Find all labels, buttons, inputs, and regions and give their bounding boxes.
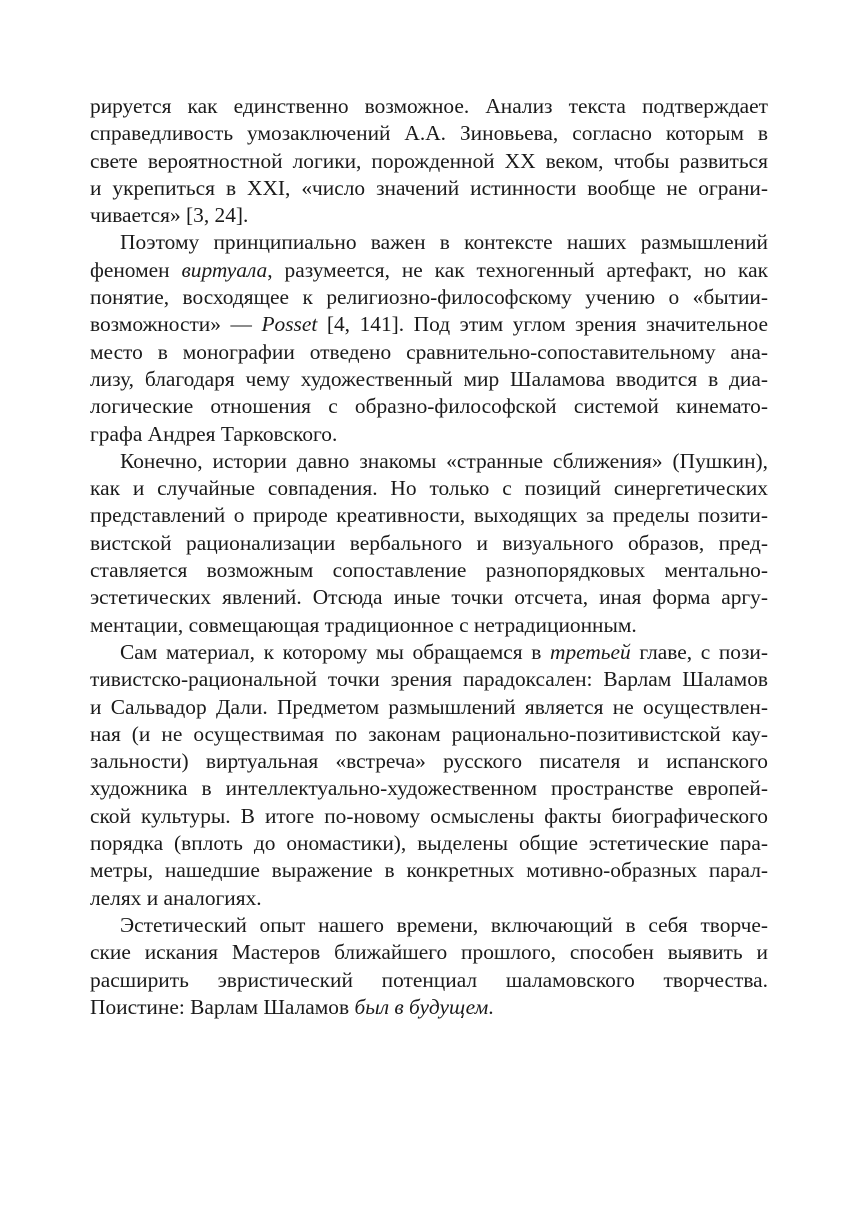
text-line xyxy=(90,939,768,966)
text-line xyxy=(90,393,768,420)
text-run: эстетических явлений. Отсюда иные точки отсчета, иная форма аргу- xyxy=(90,585,768,610)
text-line xyxy=(90,475,768,502)
paragraph-p2 xyxy=(90,229,768,447)
text-line xyxy=(90,748,768,775)
text-run: ментации, совмещающая традиционное с нетрадиционным. xyxy=(90,612,637,637)
text-run: ские искания Мастеров ближайшего прошлого, способен выявить и xyxy=(90,940,768,965)
text-run: и укрепиться в XXI, «число значений истинности вообще не ограни- xyxy=(90,175,768,200)
text-line xyxy=(90,148,768,175)
paragraph-p4 xyxy=(90,639,768,912)
text-run: главе, с пози- xyxy=(630,639,768,664)
text-run: графа Андрея Тарковского. xyxy=(90,421,338,446)
text-run: место в монографии отведено сравнительно-сопоставительному ана- xyxy=(90,339,768,364)
text-line xyxy=(90,366,768,393)
text-line xyxy=(90,557,768,584)
text-run: [4, 141]. Под этим углом зрения значительное xyxy=(317,312,768,337)
text-line xyxy=(90,803,768,830)
text-run: ная (и не осуществимая по законам рационально-позитивистской кау- xyxy=(90,721,768,746)
text-run: Сам материал, к которому мы обращаемся в xyxy=(120,639,550,664)
text-line xyxy=(90,912,768,939)
text-run: справедливость умозаключений А.А. Зиновьева, согласно которым в xyxy=(90,121,768,146)
text-run: чивается» [3, 24]. xyxy=(90,203,249,228)
text-line xyxy=(90,284,768,311)
text-line xyxy=(90,502,768,529)
text-line xyxy=(90,93,768,120)
text-run: лелях и аналогиях. xyxy=(90,885,262,910)
text-run: рируется как единственно возможное. Анализ текста подтверждает xyxy=(90,94,768,118)
text-run: лизу, благодаря чему художественный мир Шаламова вводится в диа- xyxy=(90,366,768,391)
text-line xyxy=(90,202,768,229)
italic-text: виртуала xyxy=(181,257,268,282)
text-line xyxy=(90,694,768,721)
text-run: порядка (вплоть до ономастики), выделены общие эстетические пара- xyxy=(90,831,768,856)
text-line xyxy=(90,339,768,366)
text-line xyxy=(90,311,768,338)
text-line xyxy=(90,530,768,557)
text-run: метры, нашедшие выражение в конкретных мотивно-образных парал- xyxy=(90,858,768,883)
text-line xyxy=(90,448,768,475)
text-line xyxy=(90,257,768,284)
text-run: вистской рационализации вербального и визуального образов, пред- xyxy=(90,530,768,555)
text-run: зальности) виртуальная «встреча» русского писателя и испанского xyxy=(90,749,768,774)
text-line xyxy=(90,639,768,666)
paragraph-p1 xyxy=(90,93,768,229)
paragraph-p3 xyxy=(90,448,768,639)
text-run: , разумеется, не как техногенный артефакт, но как xyxy=(267,257,768,282)
text-run: понятие, восходящее к религиозно-философскому учению о «бытии- xyxy=(90,285,768,310)
paragraph-p5 xyxy=(90,912,768,1021)
text-line xyxy=(90,885,768,912)
text-run: тивистско-рациональной точки зрения парадоксален: Варлам Шаламов xyxy=(90,667,768,692)
text-run: Поистине: Варлам Шаламов xyxy=(90,994,355,1019)
text-line xyxy=(90,666,768,693)
text-line xyxy=(90,721,768,748)
text-run: феномен xyxy=(90,257,182,282)
text-run: ставляется возможным сопоставление разнопорядковых ментально- xyxy=(90,558,768,583)
text-run: ской культуры. В итоге по-новому осмыслены факты биографического xyxy=(90,803,768,828)
italic-text: Posset xyxy=(261,312,318,337)
text-line xyxy=(90,421,768,448)
text-run: и Сальвадор Дали. Предметом размышлений является не осуществлен- xyxy=(90,694,768,719)
text-line xyxy=(90,994,768,1021)
text-line xyxy=(90,857,768,884)
text-run: свете вероятностной логики, порожденной XX веком, чтобы развиться xyxy=(90,148,768,173)
text-run: Эстетический опыт нашего времени, включающий в себя творче- xyxy=(120,912,768,937)
text-line xyxy=(90,120,768,147)
text-line xyxy=(90,584,768,611)
text-run: художника в интеллектуально-художественном пространстве европей- xyxy=(90,776,768,801)
text-line xyxy=(90,775,768,802)
text-line xyxy=(90,612,768,639)
text-run: как и случайные совпадения. Но только с позиций синергетических xyxy=(90,476,768,501)
text-run: . xyxy=(488,994,494,1019)
text-run: представлений о природе креативности, выходящих за пределы позити- xyxy=(90,503,768,528)
text-line xyxy=(90,175,768,202)
document-page xyxy=(90,93,768,1021)
italic-text: был в будущем xyxy=(354,994,489,1019)
text-run: Поэтому принципиально важен в контексте наших размышлений xyxy=(120,230,768,255)
text-run: расширить эвристический потенциал шаламовского творчества. xyxy=(90,967,768,992)
text-line xyxy=(90,967,768,994)
italic-text: третьей xyxy=(550,639,631,664)
text-run: возможности» — xyxy=(90,312,262,337)
text-run: Конечно, истории давно знакомы «странные сближения» (Пушкин), xyxy=(120,448,768,473)
text-line xyxy=(90,830,768,857)
text-line xyxy=(90,229,768,256)
text-run: логические отношения с образно-философской системой кинемато- xyxy=(90,394,768,419)
